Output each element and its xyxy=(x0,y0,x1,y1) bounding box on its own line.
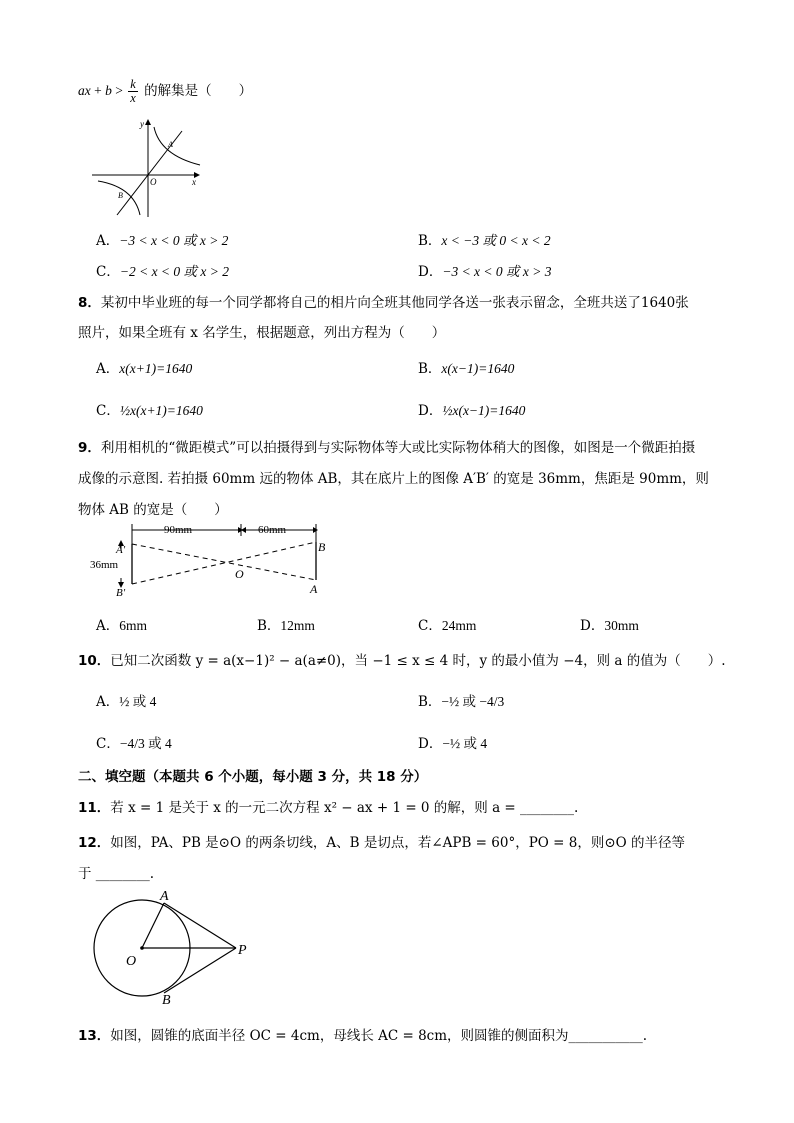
q8-line2: 照片，如果全班有 x 名学生，根据题意，列出方程为（ ） xyxy=(78,325,446,341)
q12-line1: 12．如图，PA、PB 是⊙O 的两条切线，A、B 是切点，若∠APB = 60°，PO = 8，则⊙O 的半径等 xyxy=(78,835,686,851)
q10-option-a: A．½ 或 4 xyxy=(96,694,157,710)
q9-option-b: B．12mm xyxy=(257,618,315,634)
q12-line2: 于 ________. xyxy=(78,866,155,882)
q9-label-b: B xyxy=(318,540,326,554)
q7-a-label: A xyxy=(168,140,173,149)
q10-option-d: D．−½ 或 4 xyxy=(418,736,488,752)
q9-option-d: D．30mm xyxy=(580,618,639,634)
q8-line1: 8．某初中毕业班的每一个同学都将自己的相片向全班其他同学各送一张表示留念，全班共送了1640张 xyxy=(78,295,689,311)
q9-label-a1: A′ xyxy=(116,544,126,556)
section-2-title: 二、填空题（本题共 6 个小题，每小题 3 分，共 18 分） xyxy=(78,769,428,785)
q7-o-label: O xyxy=(150,177,157,187)
q12-diagram xyxy=(88,888,268,1010)
q10-stem: 10．已知二次函数 y = a(x−1)² − a(a≠0)，当 −1 ≤ x ≤ 4 时，y 的最小值为 −4，则 a 的值为（ ）. xyxy=(78,653,726,669)
q7-y-label: y xyxy=(140,119,144,129)
q8-option-b: B．x(x−1)=1640 xyxy=(418,361,515,377)
q13: 13．如图，圆锥的底面半径 OC = 4cm，母线长 AC = 8cm，则圆锥的侧面积为___________. xyxy=(78,1028,648,1044)
q12-label-p: P xyxy=(238,943,247,958)
q7-option-a: A．−3 < x < 0 或 x > 2 xyxy=(96,233,229,249)
q8-option-a: A．x(x+1)=1640 xyxy=(96,361,193,377)
q7-option-d: D．−3 < x < 0 或 x > 3 xyxy=(418,264,552,280)
q9-label-a: A xyxy=(310,582,318,596)
q9-label-o: O xyxy=(235,567,244,581)
q9-label-36mm: 36mm xyxy=(90,559,119,571)
q7-graph xyxy=(90,115,205,220)
q11: 11．若 x = 1 是关于 x 的一元二次方程 x² − ax + 1 = 0 的解，则 a = ________. xyxy=(78,800,579,816)
q9-option-c: C．24mm xyxy=(418,618,477,634)
q7-option-b: B．x < −3 或 0 < x < 2 xyxy=(418,233,551,249)
q9-label-b1: B′ xyxy=(116,587,126,598)
q9-label-90mm: 90mm xyxy=(164,524,193,536)
q9-line3: 物体 AB 的宽是（ ） xyxy=(78,502,228,518)
q12-label-o: O xyxy=(126,954,137,969)
q9-label-60mm: 60mm xyxy=(258,524,287,536)
q8-option-c: C．½x(x+1)=1640 xyxy=(96,403,203,419)
q7-option-c: C．−2 < x < 0 或 x > 2 xyxy=(96,264,230,280)
q12-label-b: B xyxy=(162,993,171,1008)
q7-b-label: B xyxy=(118,191,123,200)
q12-label-a: A xyxy=(160,889,169,904)
q9-option-a: A．6mm xyxy=(96,618,148,634)
q9-line1: 9．利用相机的“微距模式”可以拍摄得到与实际物体等大或比实际物体稍大的图像，如图是一个微距拍摄 xyxy=(78,440,696,456)
q7-stem: ax + b > $\frac{k}{x}$ 的解集是（ ） xyxy=(78,77,253,106)
q10-option-c: C．−4/3 或 4 xyxy=(96,736,172,752)
q7-stem-tail: 的解集是（ ） xyxy=(144,83,253,100)
q9-line2: 成像的示意图. 若拍摄 60mm 远的物体 AB，其在底片上的图像 A′B′ 的宽是 36mm，焦距是 90mm，则 xyxy=(78,471,709,487)
q8-option-d: D．½x(x−1)=1640 xyxy=(418,403,526,419)
q7-x-label: x xyxy=(192,177,196,187)
q9-diagram xyxy=(88,520,338,598)
q10-option-b: B．−½ 或 −4/3 xyxy=(418,694,505,710)
